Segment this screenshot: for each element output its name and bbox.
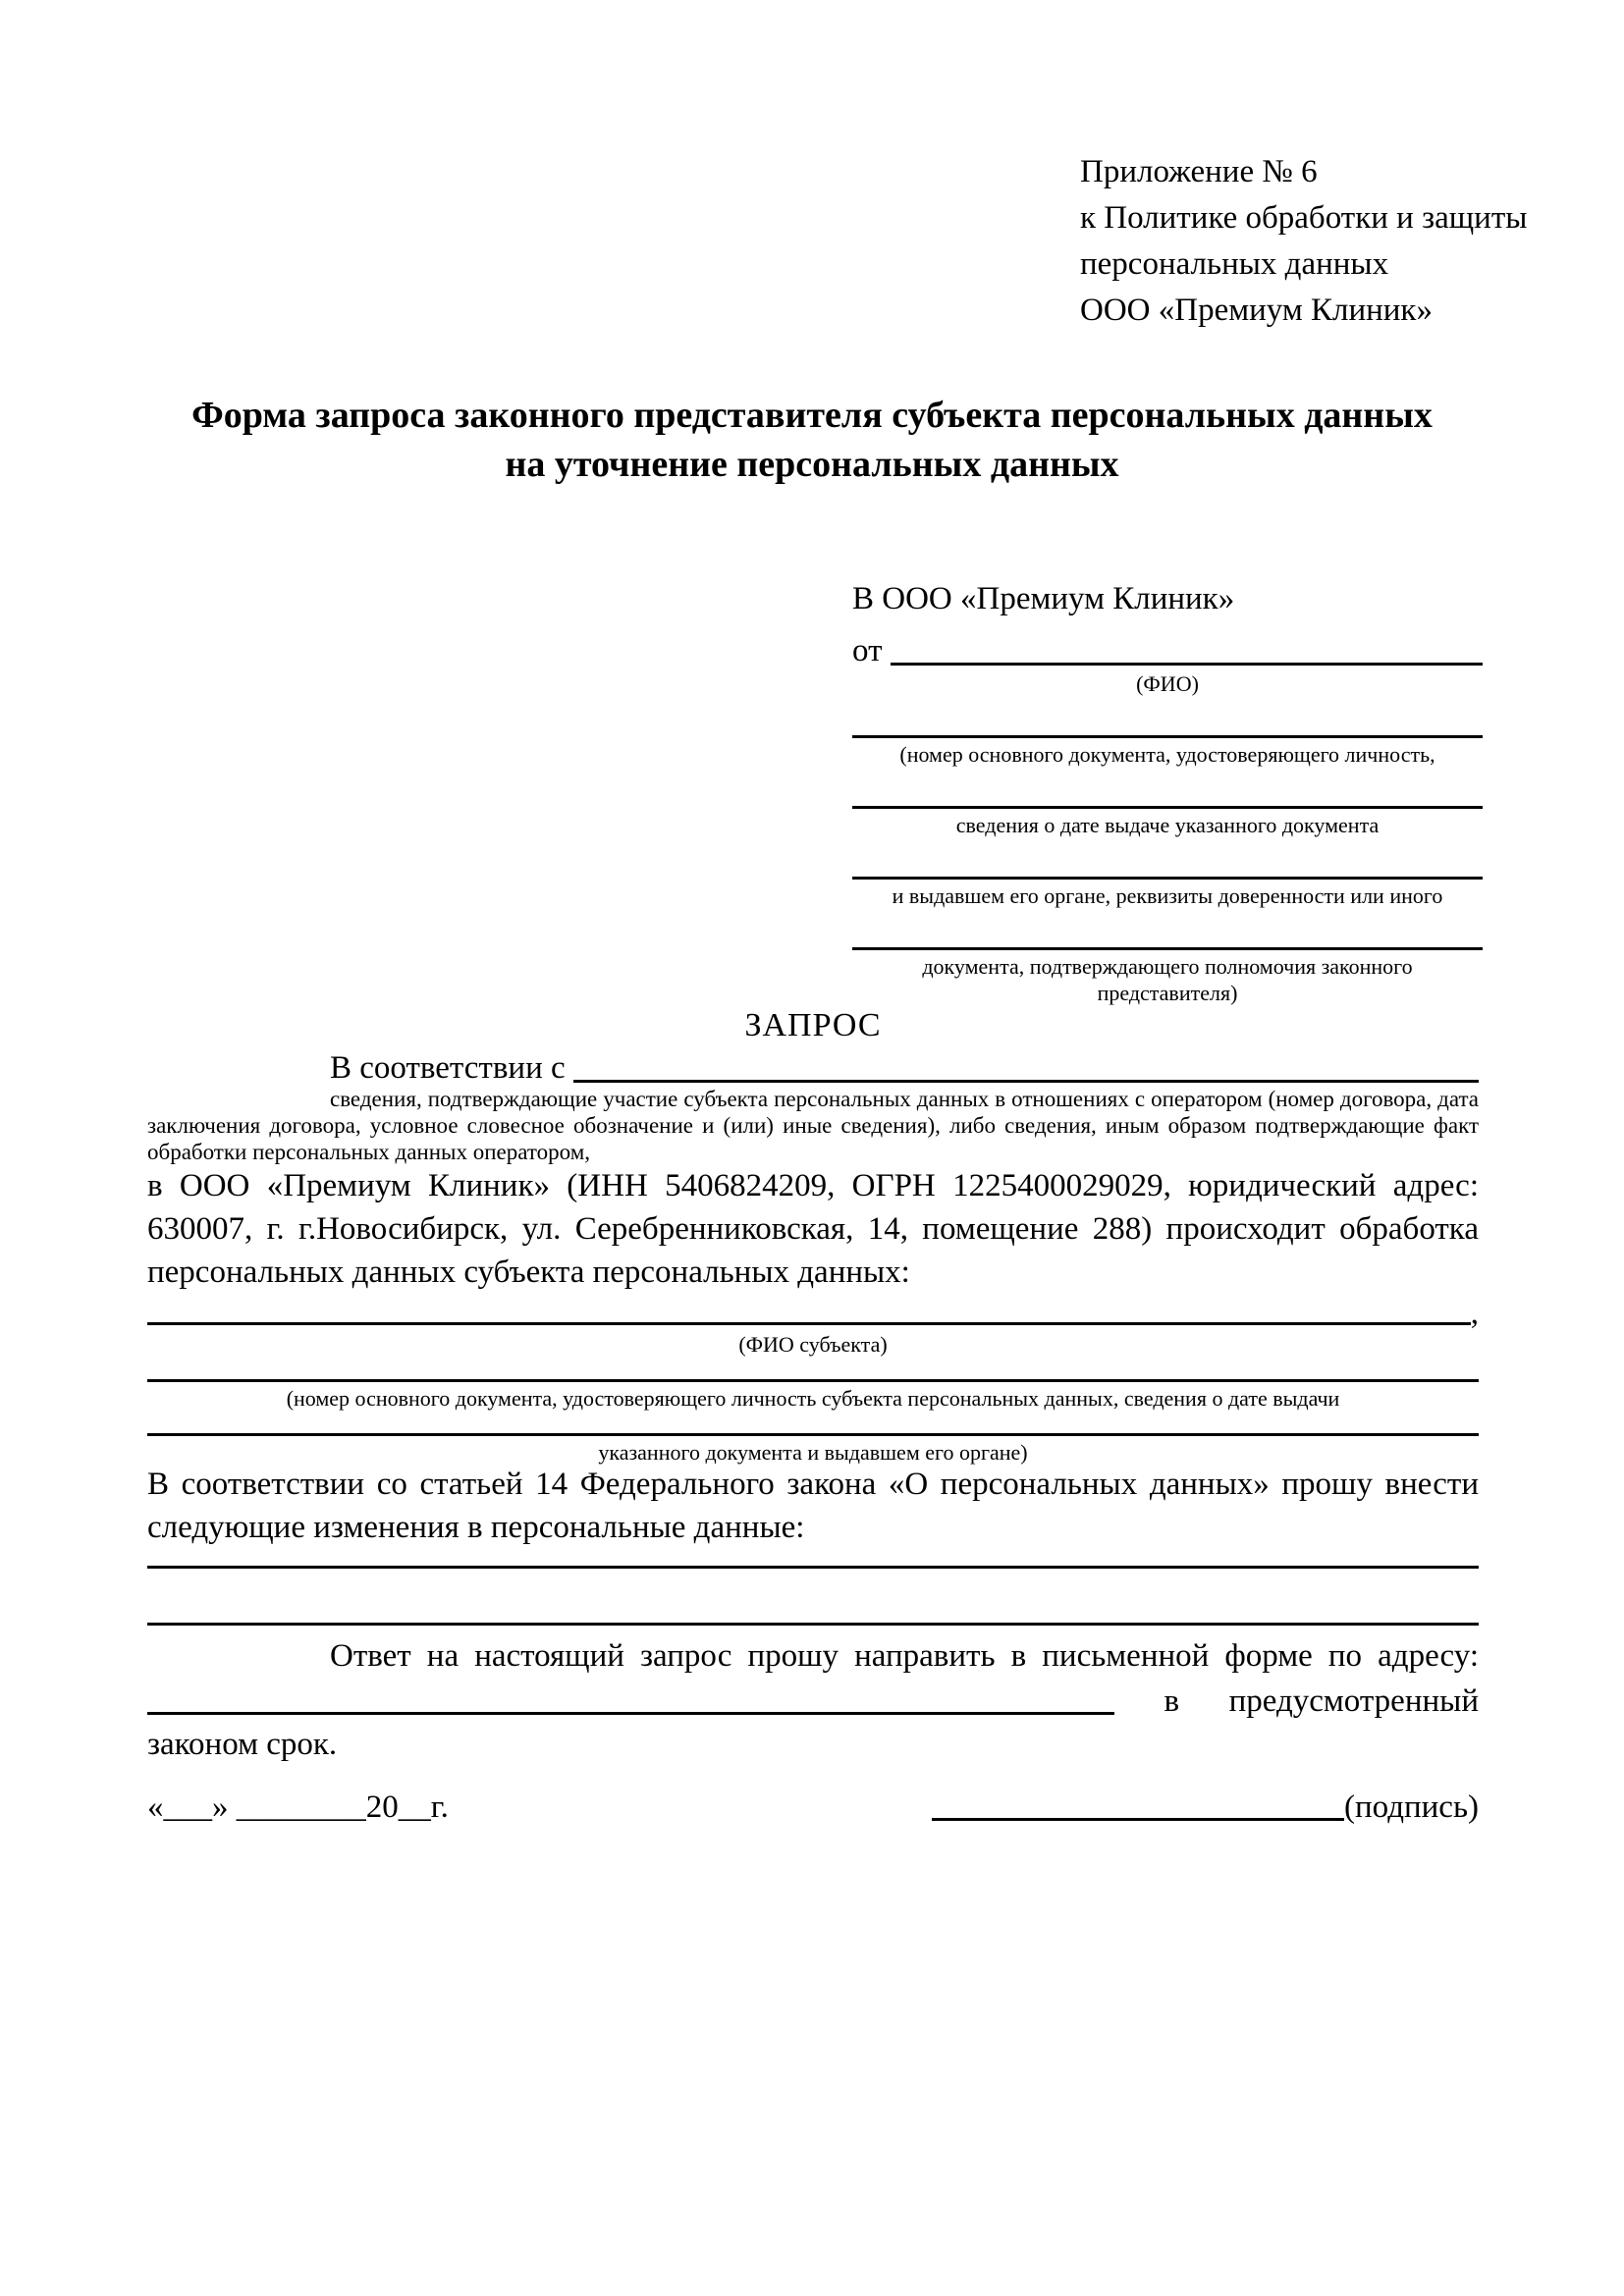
- document-title-line-1: Форма запроса законного представителя субъекта персональных данных: [191, 395, 1433, 436]
- signature-caption: (подпись): [1344, 1789, 1479, 1825]
- answer-paragraph: [147, 1635, 1479, 1765]
- from-row: [852, 631, 1483, 670]
- address-blank-line: [147, 1712, 1114, 1715]
- annex-line-3: персональных данных: [1080, 246, 1389, 282]
- representative-doc-blank: [852, 735, 1483, 768]
- representative-doc-blank-line-2: [852, 806, 1483, 809]
- annex-header: [1080, 149, 1527, 334]
- basis-row: [147, 1048, 1479, 1088]
- trailing-comma: ,: [1470, 1296, 1479, 1331]
- addressee-block: [852, 579, 1483, 1006]
- representative-doc-blank: [852, 806, 1483, 838]
- addressee-to: В ООО «Премиум Клиник»: [852, 581, 1235, 616]
- subject-block: [147, 1296, 1479, 1466]
- subject-doc-blank-line-1: [147, 1379, 1479, 1382]
- answer-word-predusmotrenny: предусмотренный: [1228, 1683, 1479, 1719]
- request-heading: ЗАПРОС: [744, 1007, 882, 1043]
- annex-line-4: ООО «Премиум Клиник»: [1080, 293, 1433, 328]
- basis-blank-line: [573, 1080, 1479, 1083]
- basis-prefix: В соответствии с: [330, 1050, 566, 1086]
- representative-fio-blank-line: [891, 663, 1484, 666]
- representative-doc-caption-1: (номер основного документа, удостоверяющего личность,: [899, 742, 1435, 767]
- subject-doc-caption-2: указанного документа и выдавшем его органе): [598, 1440, 1028, 1465]
- representative-doc-blank-line-1: [852, 735, 1483, 738]
- subject-fio-blank-line: [147, 1322, 1471, 1325]
- footer-row: [147, 1787, 1479, 1828]
- annex-line-2: к Политике обработки и защиты: [1080, 200, 1528, 236]
- changes-blank-line-2: [147, 1623, 1479, 1626]
- document-title: [146, 391, 1478, 489]
- signature-blank-line: [932, 1818, 1344, 1821]
- representative-doc-blank-line-4: [852, 947, 1483, 950]
- representative-doc-caption-2: сведения о дате выдаче указанного документа: [955, 813, 1380, 837]
- answer-last-line: законом срок.: [147, 1727, 338, 1762]
- representative-doc-caption-3: и выдавшем его органе, реквизиты доверенности или иного: [892, 883, 1443, 908]
- subject-fio-row: [147, 1296, 1479, 1331]
- answer-address-row: [147, 1681, 1479, 1722]
- answer-word-v: в: [1164, 1683, 1180, 1719]
- answer-sentence: Ответ на настоящий запрос прошу направить в письменной форме по адресу:: [330, 1638, 1479, 1674]
- subject-doc-blank-line-2: [147, 1433, 1479, 1436]
- law-paragraph: В соответствии со статьей 14 Федерального закона «О персональных данных» прошу внести следующие изменения в персональные данные:: [147, 1467, 1479, 1545]
- representative-doc-blank: [852, 877, 1483, 909]
- representative-doc-blank: [852, 947, 1483, 1006]
- subject-fio-caption: (ФИО субъекта): [738, 1332, 888, 1357]
- changes-blank-line-1: [147, 1566, 1479, 1569]
- document-title-line-2: на уточнение персональных данных: [505, 444, 1119, 485]
- operator-paragraph: в ООО «Премиум Клиник» (ИНН 5406824209, ОГРН 1225400029029, юридический адрес: 630007, г. г.Новосибирск, ул. Серебренниковская, 14, помещение 288) происходит обработка персональных данных субъекта персональных данных:: [147, 1168, 1479, 1290]
- representative-doc-blank-line-3: [852, 877, 1483, 880]
- signature-block: [932, 1787, 1479, 1828]
- date-line: «___» ________20__г.: [147, 1789, 449, 1825]
- representative-doc-caption-4: документа, подтверждающего полномочия законного представителя): [922, 954, 1413, 1005]
- fio-caption: (ФИО): [1136, 671, 1199, 696]
- subject-doc-blank: [147, 1379, 1479, 1412]
- from-label: от: [852, 633, 883, 668]
- subject-doc-caption-1: (номер основного документа, удостоверяющего личность субъекта персональных данных, сведения о дате выдачи: [286, 1386, 1340, 1411]
- subject-doc-blank: [147, 1433, 1479, 1466]
- annex-line-1: Приложение № 6: [1080, 154, 1318, 189]
- basis-note: сведения, подтверждающие участие субъекта персональных данных в отношениях с оператором (номер договора, дата заключения договора, условное словесное обозначение и (или) иные сведения), либо сведения, иным образом подтверждающие факт обработки персональных данных оператором,: [147, 1087, 1479, 1164]
